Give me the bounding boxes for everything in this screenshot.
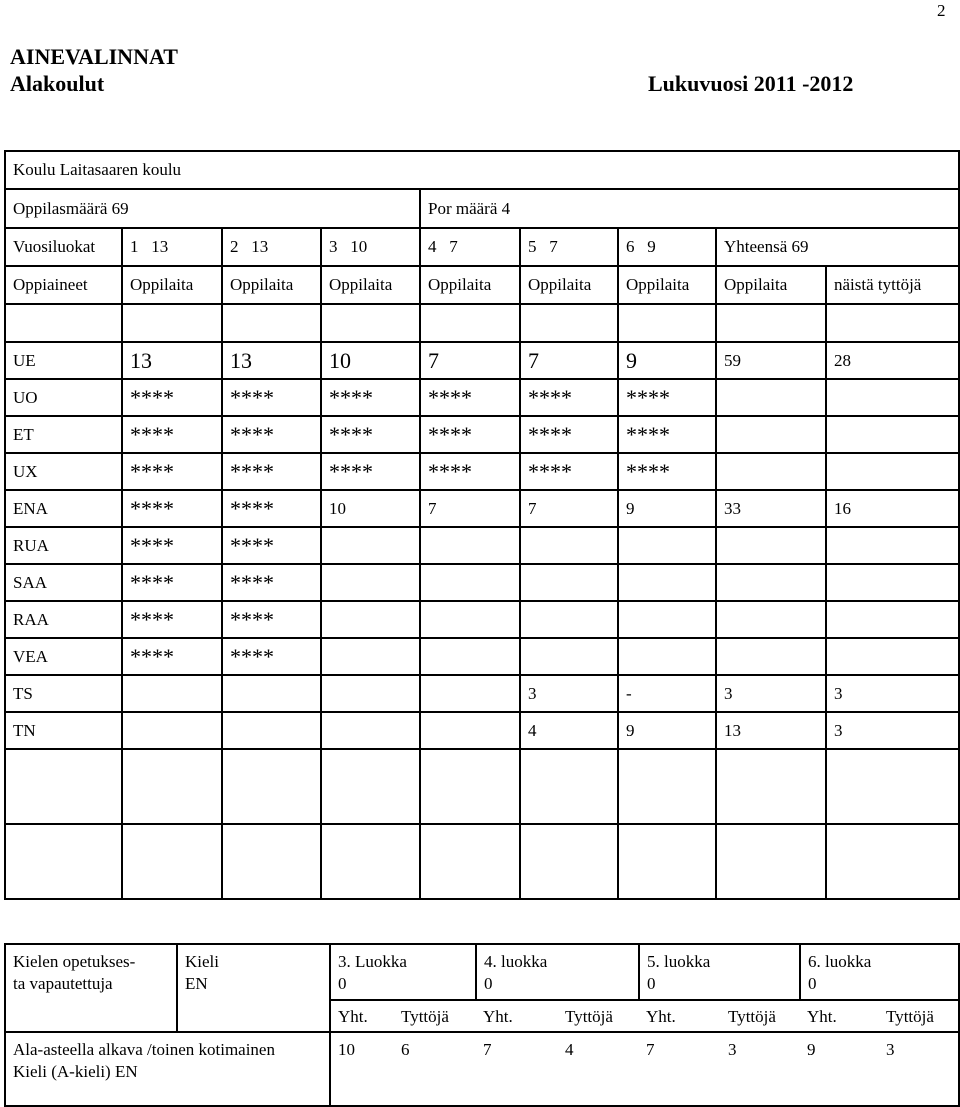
grade-3-cell: 3. Luokka 0 (330, 944, 476, 1000)
subject-cell (618, 601, 716, 638)
a-language-value: 3 (721, 1032, 800, 1106)
school-row (5, 151, 959, 189)
subject-cell: **** (222, 379, 321, 416)
subject-cell: **** (222, 527, 321, 564)
subject-cell (826, 601, 959, 638)
a-language-value: 4 (558, 1032, 639, 1106)
column-header: Oppilaita (321, 266, 420, 304)
pupil-count: Oppilasmäärä 69 (5, 189, 420, 228)
subject-cell: 33 (716, 490, 826, 527)
subject-cell: 9 (618, 342, 716, 379)
subject-cell: 7 (520, 490, 618, 527)
subject-cell: **** (222, 601, 321, 638)
sub-header: Yht. (330, 1000, 394, 1032)
subject-row (5, 675, 959, 712)
subject-cell (716, 527, 826, 564)
subject-cell: **** (520, 416, 618, 453)
subject-cell (520, 564, 618, 601)
a-language-value: 3 (879, 1032, 959, 1106)
subject-name: RUA (5, 527, 122, 564)
subject-cell (321, 638, 420, 675)
subject-cell: **** (420, 416, 520, 453)
subject-cell: **** (122, 638, 222, 675)
school-year: Lukuvuosi 2011 -2012 (648, 71, 854, 96)
subject-name: UX (5, 453, 122, 490)
grade-6-cell: 6. luokka 0 (800, 944, 959, 1000)
subject-cell: 59 (716, 342, 826, 379)
grade-cell: 4 7 (420, 228, 520, 266)
subject-row (5, 638, 959, 675)
subject-cell: **** (122, 527, 222, 564)
grade-cell: 5 7 (520, 228, 618, 266)
document-title: AINEVALINNAT (10, 44, 178, 69)
subject-cell: **** (321, 416, 420, 453)
school-name: Koulu Laitasaaren koulu (5, 151, 959, 189)
subject-row (5, 527, 959, 564)
page-number: 2 (937, 1, 946, 20)
subject-cell (826, 379, 959, 416)
a-language-value: 7 (639, 1032, 721, 1106)
column-header: Oppilaita (222, 266, 321, 304)
empty-row (5, 749, 959, 824)
subject-rows (5, 342, 959, 749)
sub-header: Tyttöjä (394, 1000, 476, 1032)
subject-cell: 10 (321, 490, 420, 527)
subject-cell (618, 564, 716, 601)
subject-cell (321, 564, 420, 601)
subject-name: UE (5, 342, 122, 379)
subject-cell: **** (520, 379, 618, 416)
subject-cell: 10 (321, 342, 420, 379)
sub-header: Yht. (639, 1000, 721, 1032)
subject-name: RAA (5, 601, 122, 638)
sub-header: Tyttöjä (558, 1000, 639, 1032)
subject-row (5, 342, 959, 379)
subject-cell (420, 527, 520, 564)
grade-cell: 3 10 (321, 228, 420, 266)
subject-cell (826, 453, 959, 490)
subject-cell: 4 (520, 712, 618, 749)
subject-row (5, 564, 959, 601)
subject-name: TS (5, 675, 122, 712)
subject-row (5, 601, 959, 638)
grades-label: Vuosiluokat (5, 228, 122, 266)
column-header: Oppilaita (420, 266, 520, 304)
subject-name: UO (5, 379, 122, 416)
subject-cell (826, 416, 959, 453)
subject-row (5, 379, 959, 416)
subject-cell: **** (618, 379, 716, 416)
a-language-value: 9 (800, 1032, 879, 1106)
subject-cell (321, 527, 420, 564)
subject-cell (222, 675, 321, 712)
subject-cell (222, 712, 321, 749)
subject-cell: 3 (826, 712, 959, 749)
subject-cell: 7 (520, 342, 618, 379)
subject-cell (321, 675, 420, 712)
spacer-row (5, 304, 959, 342)
subject-cell (826, 527, 959, 564)
column-header: näistä tyttöjä (826, 266, 959, 304)
subject-cell (420, 712, 520, 749)
grades-total: Yhteensä 69 (716, 228, 959, 266)
subject-cell: **** (222, 564, 321, 601)
grade-cell: 2 13 (222, 228, 321, 266)
subject-row (5, 453, 959, 490)
subject-cell (520, 527, 618, 564)
column-header-row (5, 266, 959, 304)
subject-cell: **** (618, 416, 716, 453)
subject-cell: 3 (826, 675, 959, 712)
sub-header: Tyttöjä (721, 1000, 800, 1032)
subject-name: TN (5, 712, 122, 749)
subject-cell (420, 601, 520, 638)
subject-cell (420, 675, 520, 712)
subject-cell (520, 638, 618, 675)
subject-cell: 13 (122, 342, 222, 379)
por-count: Por määrä 4 (420, 189, 959, 228)
sub-header: Tyttöjä (879, 1000, 959, 1032)
subject-cell: - (618, 675, 716, 712)
subject-cell: **** (321, 453, 420, 490)
subject-cell: **** (222, 416, 321, 453)
subject-cell: **** (122, 601, 222, 638)
sub-header: Yht. (800, 1000, 879, 1032)
subject-cell (618, 527, 716, 564)
sub-header: Yht. (476, 1000, 558, 1032)
subject-cell (122, 675, 222, 712)
column-header: Oppilaita (716, 266, 826, 304)
column-header: Oppiaineet (5, 266, 122, 304)
subject-cell (520, 601, 618, 638)
grade-cell: 6 9 (618, 228, 716, 266)
subject-cell: 9 (618, 490, 716, 527)
subject-cell (420, 638, 520, 675)
a-language-value: 10 (330, 1032, 394, 1106)
subject-cell (321, 601, 420, 638)
grade-4-cell: 4. luokka 0 (476, 944, 639, 1000)
subject-cell (716, 453, 826, 490)
subject-cell: 9 (618, 712, 716, 749)
subject-cell (826, 564, 959, 601)
title-block (10, 43, 178, 97)
subject-row (5, 416, 959, 453)
a-language-label: Ala-asteella alkava /toinen kotimainen Kieli (A-kieli) EN (5, 1032, 330, 1106)
grade-5-cell: 5. luokka 0 (639, 944, 800, 1000)
subject-row (5, 490, 959, 527)
subject-cell: **** (618, 453, 716, 490)
subject-cell: 28 (826, 342, 959, 379)
subject-cell: 3 (520, 675, 618, 712)
subject-cell: **** (222, 490, 321, 527)
subject-cell (826, 638, 959, 675)
subject-cell: 7 (420, 490, 520, 527)
subject-cell (420, 564, 520, 601)
subject-cell (618, 638, 716, 675)
subject-cell (716, 379, 826, 416)
grade-cell: 1 13 (122, 228, 222, 266)
subject-cell (716, 564, 826, 601)
subject-cell (716, 638, 826, 675)
document-subtitle: Alakoulut (10, 71, 105, 96)
subject-row (5, 712, 959, 749)
subject-cell: 3 (716, 675, 826, 712)
subject-cell: **** (122, 564, 222, 601)
subject-cell (716, 416, 826, 453)
empty-row (5, 824, 959, 899)
subject-cell (716, 601, 826, 638)
subject-cell: 13 (222, 342, 321, 379)
a-language-value: 7 (476, 1032, 558, 1106)
exempt-label: Kielen opetukses- ta vapautettuja (5, 944, 177, 1032)
subject-cell: **** (222, 638, 321, 675)
subject-choices-table (4, 150, 960, 900)
column-header: Oppilaita (122, 266, 222, 304)
subject-cell: **** (122, 379, 222, 416)
subject-cell: **** (122, 490, 222, 527)
column-header: Oppilaita (520, 266, 618, 304)
subject-cell: **** (420, 453, 520, 490)
subject-cell: 7 (420, 342, 520, 379)
language-label: Kieli EN (177, 944, 330, 1032)
exempt-row (5, 944, 959, 1000)
subject-name: ENA (5, 490, 122, 527)
a-language-value: 6 (394, 1032, 476, 1106)
subject-name: SAA (5, 564, 122, 601)
subject-cell (321, 712, 420, 749)
subject-name: ET (5, 416, 122, 453)
subject-cell: **** (420, 379, 520, 416)
subject-cell: **** (122, 416, 222, 453)
subject-cell (122, 712, 222, 749)
subject-cell: **** (321, 379, 420, 416)
subject-cell: 16 (826, 490, 959, 527)
pupil-count-row (5, 189, 959, 228)
grades-row (5, 228, 959, 266)
language-table (4, 943, 960, 1107)
subject-cell: **** (520, 453, 618, 490)
subject-name: VEA (5, 638, 122, 675)
subject-cell: 13 (716, 712, 826, 749)
subject-cell: **** (122, 453, 222, 490)
a-language-row (5, 1032, 959, 1106)
column-header: Oppilaita (618, 266, 716, 304)
subject-cell: **** (222, 453, 321, 490)
